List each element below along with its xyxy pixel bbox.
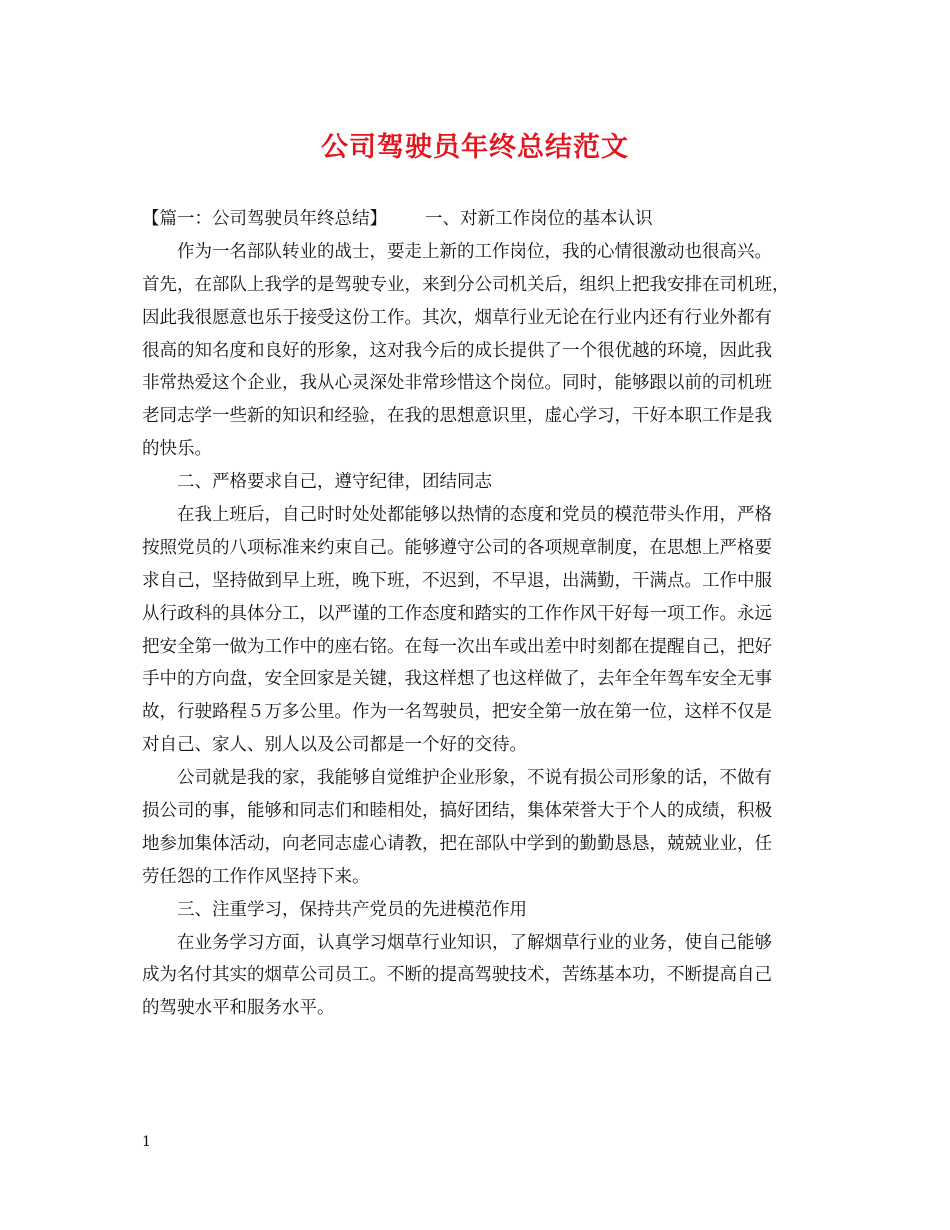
body-line: 把安全第一做为工作中的座右铭。在每一次出车或出差中时刻都在提醒自己，把好 [142,636,772,657]
body-line: 公司就是我的家，我能够自觉维护企业形象，不说有损公司形象的话，不做有 [177,768,772,789]
document-body [142,203,818,1025]
section-heading-two: 二、严格要求自己，遵守纪律，团结同志 [177,472,492,493]
body-line: 劳任怨的工作作风坚持下来。 [142,866,370,887]
body-line: 在我上班后，自己时时处处都能够以热情的态度和党员的模范带头作用，严格 [177,505,772,526]
body-line: 损公司的事，能够和同志们和睦相处，搞好团结，集体荣誉大于个人的成绩，积极 [142,801,772,822]
body-line: 作为一名部队转业的战士，要走上新的工作岗位，我的心情很激动也很高兴。 [177,241,772,262]
document-title: 公司驾驶员年终总结范文 [321,132,629,163]
body-line: 地参加集体活动，向老同志虚心请教，把在部队中学到的勤勤恳恳，兢兢业业，任 [142,833,772,854]
section-heading-three: 三、注重学习，保持共产党员的先进模范作用 [177,899,527,920]
section-heading-one: 一、对新工作岗位的基本认识 [425,209,653,229]
body-line: 在业务学习方面，认真学习烟草行业知识，了解烟草行业的业务，使自己能够 [177,932,772,953]
section-heading-article-one: 【篇一：公司驾驶员年终总结】 [142,209,387,229]
body-line: 很高的知名度和良好的形象，这对我今后的成长提供了一个很优越的环境，因此我 [142,340,772,361]
body-line: 手中的方向盘，安全回家是关键，我这样想了也这样做了，去年全年驾车安全无事 [142,669,772,690]
body-line: 首先，在部队上我学的是驾驶专业，来到分公司机关后，组织上把我安排在司机班， [142,274,790,295]
body-line: 成为名付其实的烟草公司员工。不断的提高驾驶技术，苦练基本功，不断提高自己 [142,965,772,986]
body-line: 的快乐。 [142,439,212,460]
body-line: 故，行驶路程５万多公里。作为一名驾驶员，把安全第一放在第一位，这样不仅是 [142,702,772,723]
body-line: 按照党员的八项标准来约束自己。能够遵守公司的各项规章制度，在思想上严格要 [142,537,772,558]
body-line: 从行政科的具体分工，以严谨的工作态度和踏实的工作作风干好每一项工作。永远 [142,603,772,624]
body-line [142,203,818,236]
body-line: 求自己，坚持做到早上班，晚下班，不迟到，不早退，出满勤，干满点。工作中服 [142,570,772,591]
body-line: 对自己、家人、别人以及公司都是一个好的交待。 [142,735,527,756]
page-number: 1 [142,1134,151,1150]
body-line: 的驾驶水平和服务水平。 [142,998,335,1019]
body-line: 非常热爱这个企业，我从心灵深处非常珍惜这个岗位。同时，能够跟以前的司机班 [142,373,772,394]
body-line: 因此我很愿意也乐于接受这份工作。其次，烟草行业无论在行业内还有行业外都有 [142,307,772,328]
body-line: 老同志学一些新的知识和经验，在我的思想意识里，虚心学习，干好本职工作是我 [142,406,772,427]
